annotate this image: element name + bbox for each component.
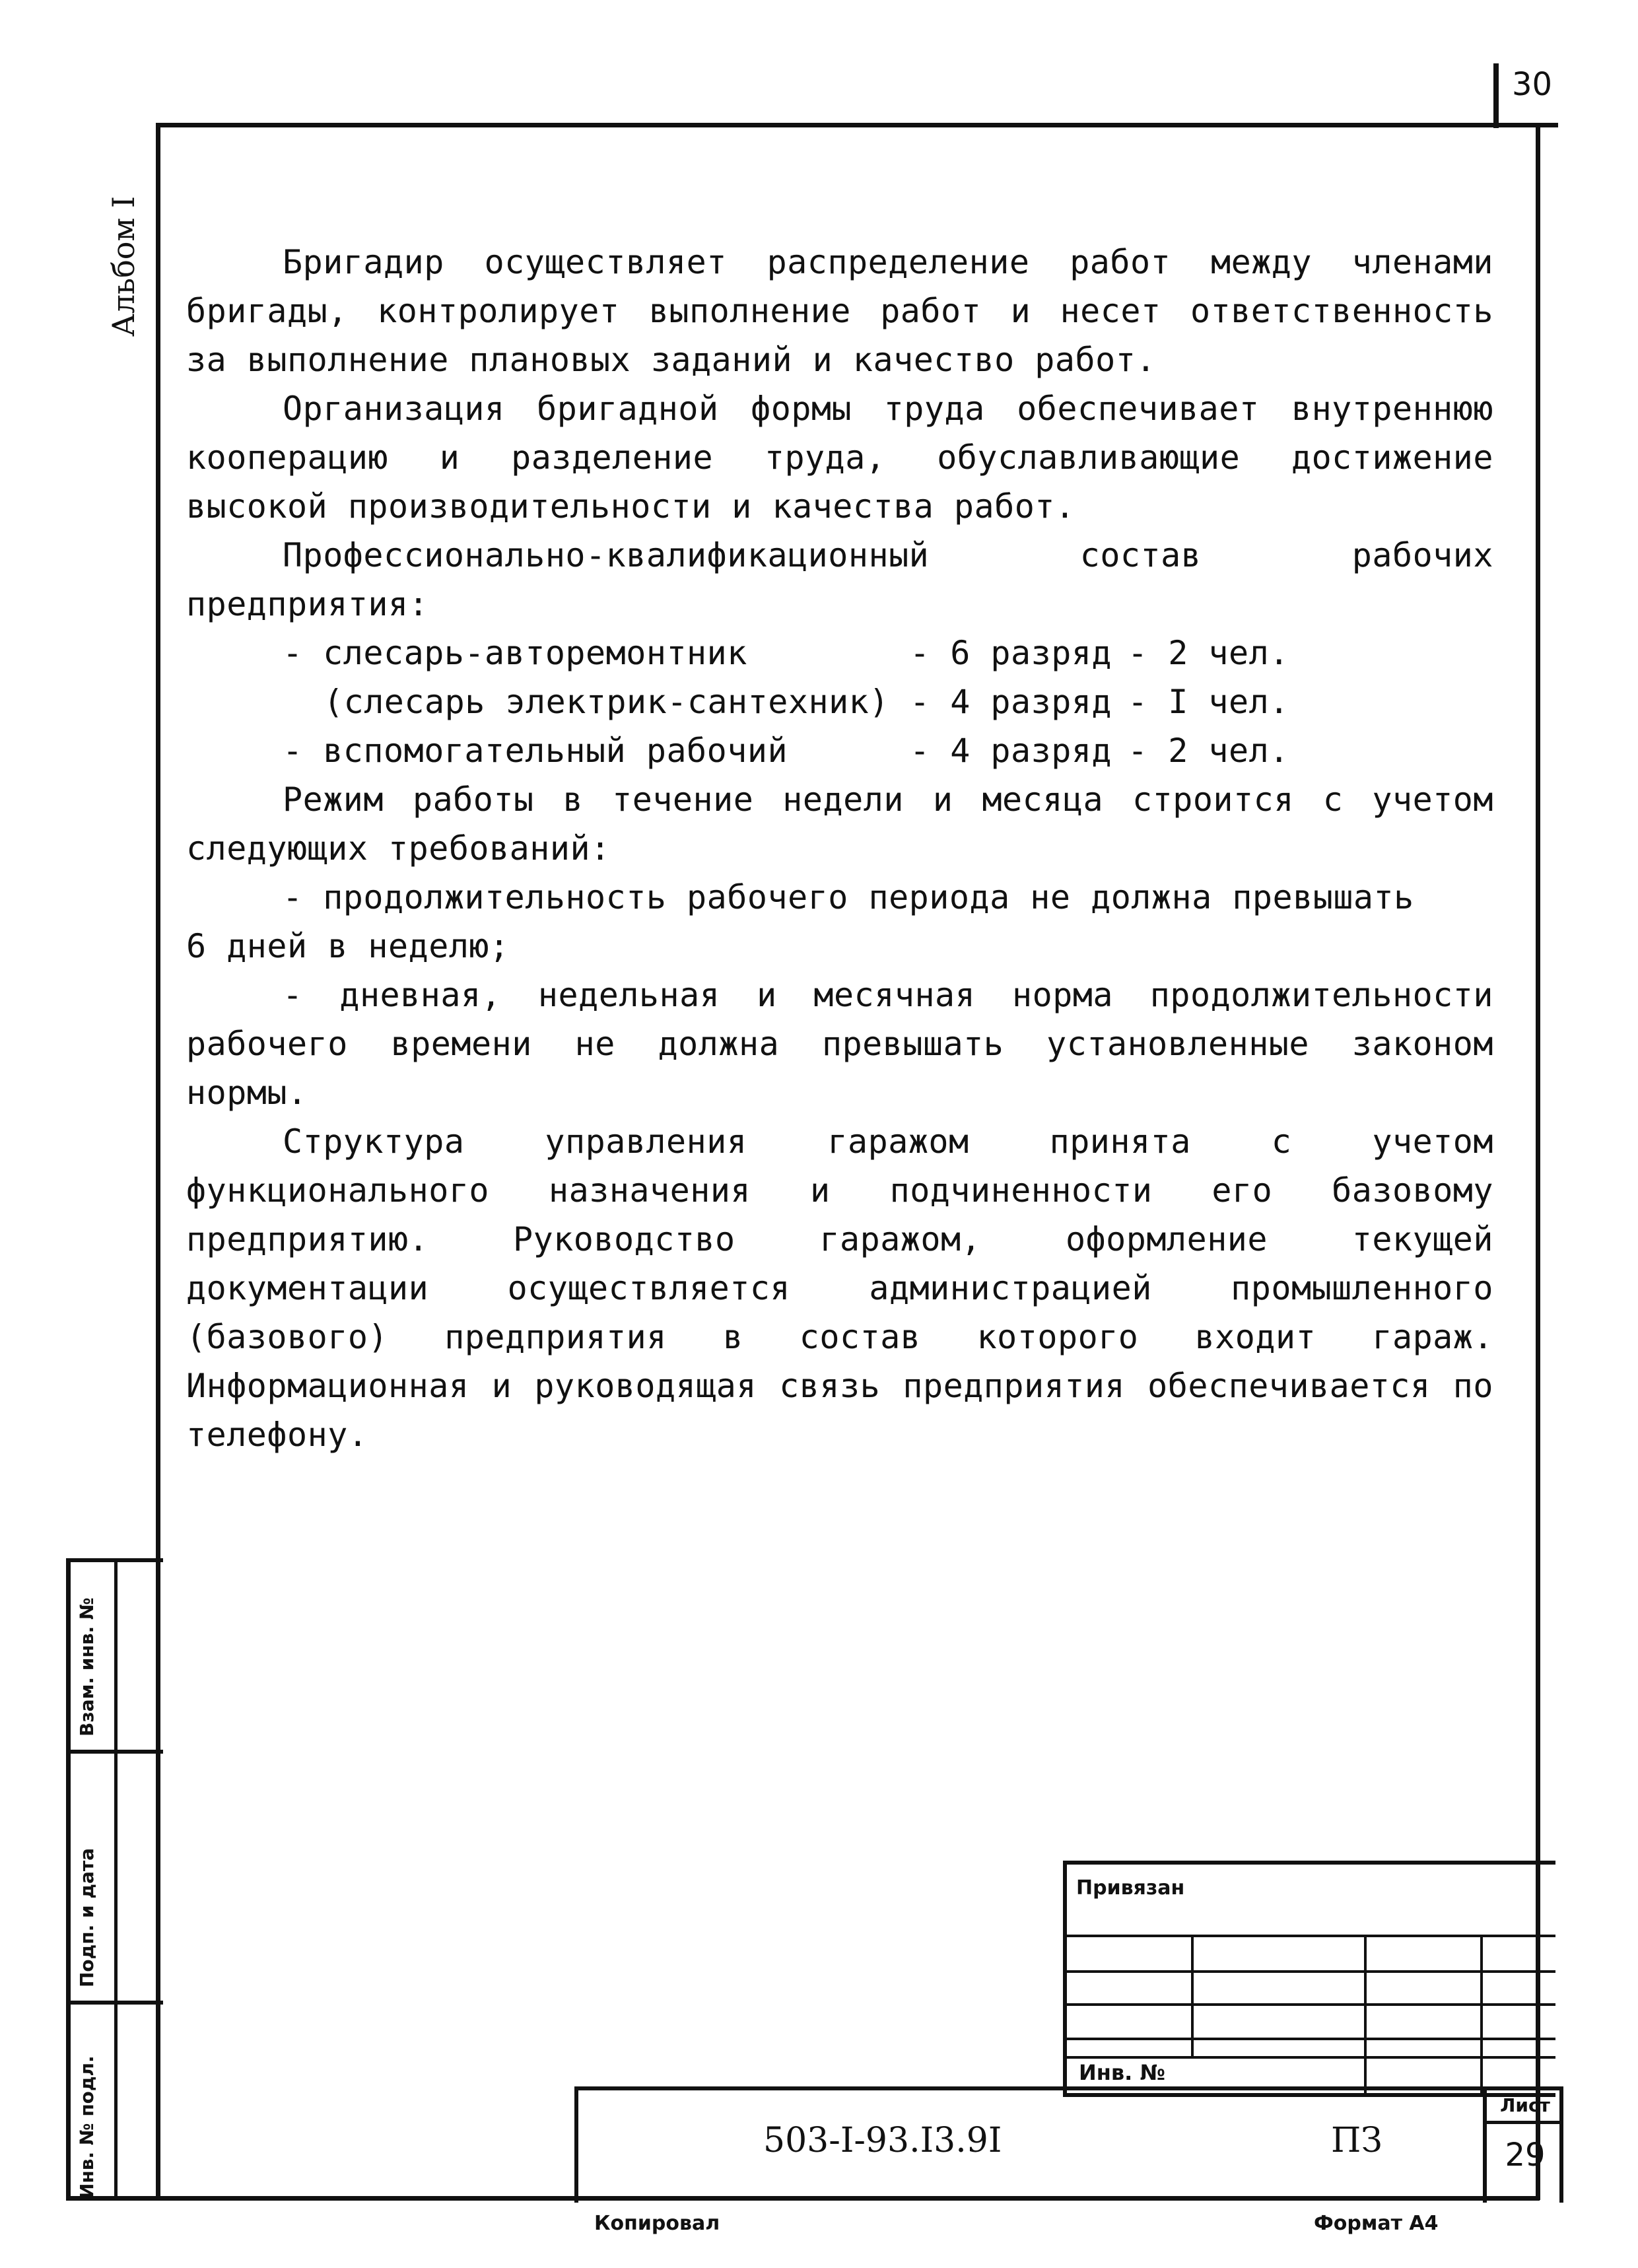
staff-count: - I чел.: [1128, 683, 1289, 721]
paragraph-management: Структура управления гаражом принята с учетом функционального назначения и подчиненности его базовому предприятию. Руководство гаражом, оформление текущей документации осуществляется администрацией промышленного (базового) предприятия в состав которого входит гараж. Информационная и руководящая связь предприятия обеспечивается по телефону.: [186, 1122, 1493, 1454]
staff-role: (слесарь электрик-сантехник): [324, 683, 889, 721]
frame-top-border: [158, 123, 1558, 127]
staff-row: [186, 629, 1493, 677]
left-stamp-column: [66, 1558, 163, 2200]
tb-column-rule: [1191, 1937, 1194, 2056]
privyazan-label: Привязан: [1076, 1876, 1185, 1900]
requirement-1-line: - продолжительность рабочего периода не должна превышать: [283, 878, 1414, 916]
sheet-label: Лист: [1487, 2090, 1563, 2124]
sheet-number: 29: [1505, 2137, 1546, 2174]
paragraph-organization: Организация бригадной формы труда обеспечивает внутреннюю кооперацию и разделение труда, обуславливающие достижение высокой производительности и качества работ.: [186, 390, 1493, 526]
document-body: [186, 238, 1493, 1459]
staff-grade: - 4 разряд: [910, 683, 1112, 721]
stamp-cell-mid: [71, 1750, 163, 1754]
staff-grade: - 4 разряд: [910, 732, 1112, 770]
inv-no-label: Инв. №: [1079, 2060, 1165, 2085]
stamp-divider: [114, 1558, 118, 2200]
title-block-main: [574, 2086, 1563, 2203]
staff-grade: - 6 разряд: [910, 634, 1112, 672]
album-text: Альбом I: [106, 195, 141, 337]
sheet-box: [1483, 2090, 1563, 2203]
staff-role: - вспомогательный рабочий: [283, 732, 788, 770]
page-number: 30: [1512, 66, 1553, 103]
title-block-upper: [1063, 1861, 1555, 2097]
format-label: Формат А4: [1314, 2212, 1439, 2235]
copied-label: Копировал: [594, 2212, 720, 2235]
paragraph-work-mode: Режим работы в течение недели и месяца строится с учетом следующих требований:: [186, 780, 1493, 868]
staff-role: - слесарь-авторемонтник: [283, 634, 747, 672]
requirement-1-tail: 6 дней в неделю;: [186, 927, 510, 965]
stamp-cell-top: [71, 1558, 163, 1562]
stamp-podp-label: Подп. и дата: [76, 1847, 98, 1987]
stamp-inv-label: Инв. № подл.: [76, 2055, 98, 2199]
staff-count: - 2 чел.: [1128, 732, 1289, 770]
staff-count: - 2 чел.: [1128, 634, 1289, 672]
stamp-vzam-label: Взам. инв. №: [76, 1597, 98, 1736]
document-code: 503-I-93.I3.9I: [763, 2121, 1002, 2160]
page-number-tick: [1493, 63, 1499, 128]
staff-row: [186, 677, 1493, 726]
staff-row: [186, 726, 1493, 775]
paragraph-brigadier: Бригадир осуществляет распределение работ между членами бригады, контролирует выполнение работ и несет ответственность за выполнение плановых заданий и качество работ.: [186, 243, 1493, 379]
album-label: [106, 165, 165, 337]
tb-column-rule: [1480, 1937, 1483, 2093]
tb-column-rule: [1364, 1937, 1367, 2093]
requirement-2: - дневная, недельная и месячная норма продолжительности рабочего времени не должна превышать установленные законом нормы.: [186, 976, 1493, 1112]
stamp-cell-low: [71, 2001, 163, 2005]
paragraph-staff-intro: Профессионально-квалификационный состав рабочих предприятия:: [186, 536, 1493, 623]
document-type: ПЗ: [1331, 2121, 1382, 2160]
